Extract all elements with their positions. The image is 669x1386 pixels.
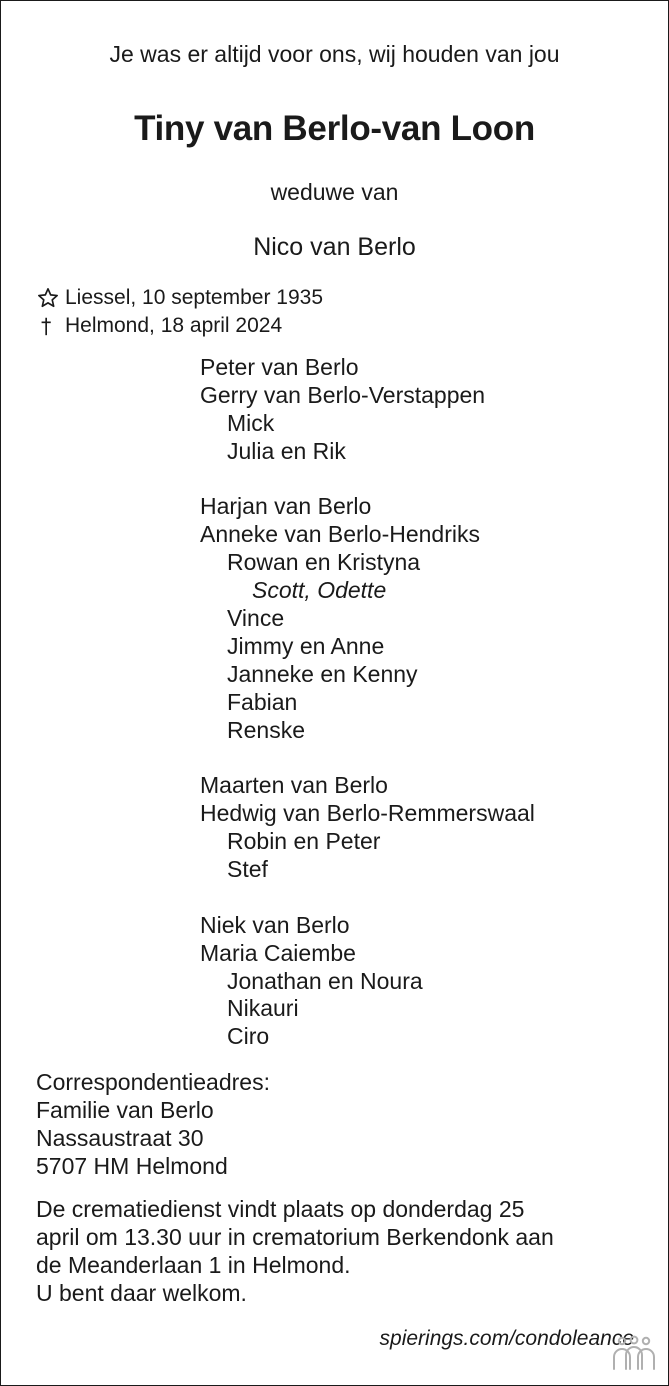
family-member-child: Maria Caiembe [200, 939, 356, 966]
spouse-name: Nico van Berlo [253, 233, 416, 261]
family-spacer [200, 466, 535, 494]
family-member-grandchild: Rowan en Kristyna [227, 549, 421, 576]
service-line: De crematiedienst vindt plaats op donderdag 25 [36, 1196, 525, 1222]
family-member-grandchild: Ciro [227, 1023, 270, 1050]
correspondence-address [36, 1069, 270, 1181]
family-member-grandchild: Renske [227, 716, 305, 743]
dates-block [37, 284, 323, 340]
family-spacer [200, 884, 535, 912]
deceased-name: Tiny van Berlo-van Loon [134, 109, 535, 148]
funeral-home-logo-icon [610, 1335, 658, 1376]
service-info [36, 1196, 554, 1308]
motto: Je was er altijd voor ons, wij houden van jou [109, 41, 560, 67]
family-member-child: Hedwig van Berlo-Remmerswaal [200, 800, 535, 827]
family-member-grandchild: Vince [227, 605, 285, 632]
family-member-child: Maarten van Berlo [200, 772, 388, 799]
family-member-grandchild: Robin en Peter [227, 828, 381, 855]
service-line: U bent daar welkom. [36, 1279, 247, 1306]
birth-text: Liessel, 10 september 1935 [65, 286, 323, 309]
family-member-child: Gerry van Berlo-Verstappen [200, 381, 486, 408]
family-member-grandchild: Mick [227, 409, 275, 436]
family-member-child: Niek van Berlo [200, 911, 350, 938]
birth-row [37, 284, 323, 312]
condolence-website[interactable]: spierings.com/condoleance [379, 1327, 634, 1350]
family-member-great-grandchild: Scott, Odette [252, 577, 387, 604]
family-member-grandchild: Nikauri [227, 995, 299, 1022]
family-member-grandchild: Jonathan en Noura [227, 967, 423, 994]
family-member-grandchild: Janneke en Kenny [227, 660, 418, 687]
family-member-grandchild: Jimmy en Anne [227, 632, 385, 659]
family-member-grandchild: Stef [227, 856, 268, 883]
family-member-child: Peter van Berlo [200, 354, 359, 380]
cross-icon [37, 315, 65, 337]
family-member-child: Harjan van Berlo [200, 493, 372, 520]
correspondence-line: Familie van Berlo [36, 1096, 214, 1123]
service-line: april om 13.30 uur in crematorium Berkendonk aan [36, 1223, 554, 1250]
death-row [37, 312, 323, 340]
death-text: Helmond, 18 april 2024 [65, 314, 283, 337]
widow-of-label: weduwe van [270, 179, 399, 205]
star-icon [37, 287, 65, 309]
family-member-grandchild: Fabian [227, 688, 298, 715]
correspondence-line: Correspondentieadres: [36, 1069, 270, 1095]
family-member-grandchild: Julia en Rik [227, 437, 346, 464]
family-member-child: Anneke van Berlo-Hendriks [200, 521, 480, 548]
family-spacer [200, 744, 535, 772]
family-list [200, 354, 535, 1051]
correspondence-line: Nassaustraat 30 [36, 1124, 204, 1151]
correspondence-line: 5707 HM Helmond [36, 1152, 228, 1179]
service-line: de Meanderlaan 1 in Helmond. [36, 1251, 351, 1278]
